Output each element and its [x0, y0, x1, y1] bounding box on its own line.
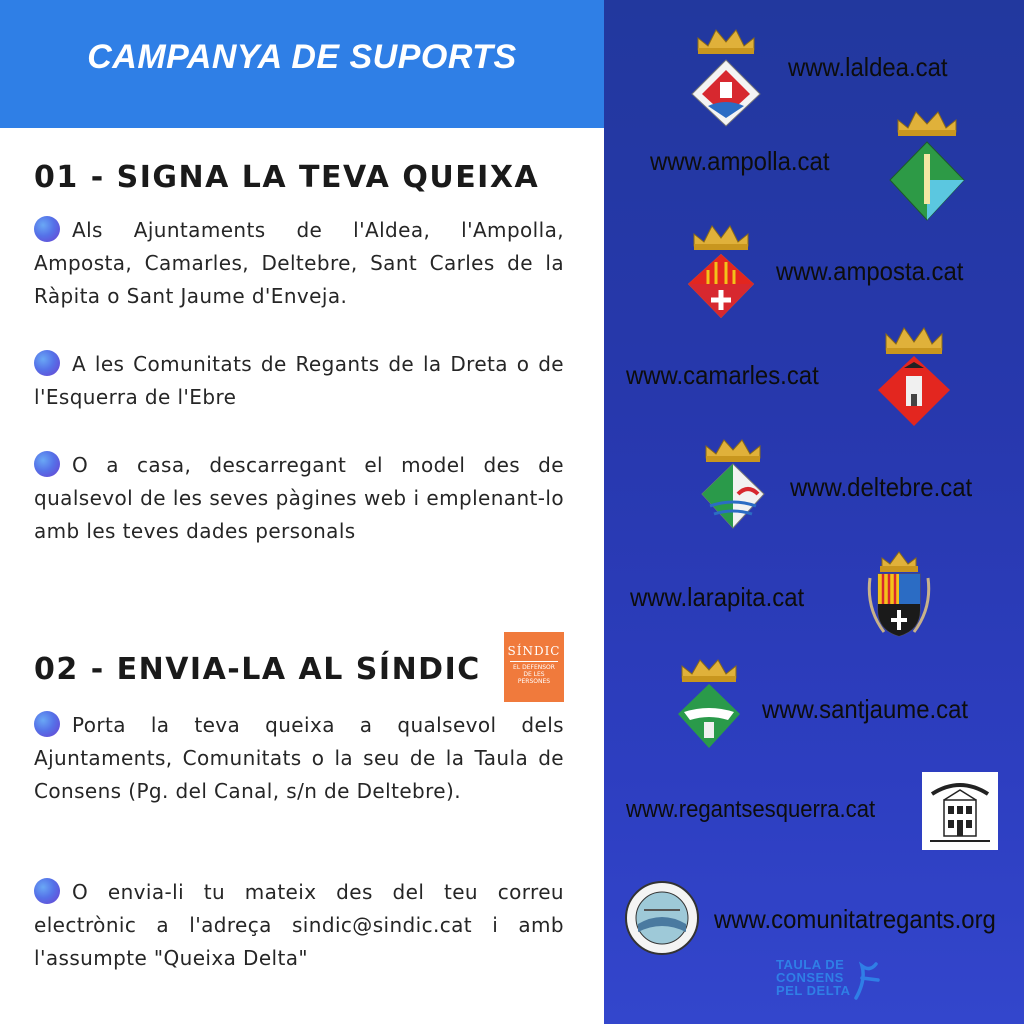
laldea-crest-icon: [688, 22, 764, 128]
bullet-icon: [34, 451, 60, 477]
comunitat-regants-logo-icon: [624, 880, 700, 956]
link-laldea[interactable]: www.laldea.cat: [788, 52, 948, 82]
regants-esquerra-logo-icon: [922, 772, 998, 850]
link-comunitatregants[interactable]: www.comunitatregants.org: [714, 904, 996, 934]
larapita-crest-icon: [864, 548, 934, 640]
santjaume-crest-icon: [674, 656, 744, 750]
deltebre-crest-icon: [698, 436, 768, 530]
page-title: CAMPANYA DE SUPORTS: [87, 38, 517, 76]
bullet-icon: [34, 711, 60, 737]
lampolla-crest-icon: [888, 106, 966, 222]
bullet-icon: [34, 216, 60, 242]
bullet-icon: [34, 350, 60, 376]
section1-item-2: A les Comunitats de Regants de la Dreta o de l'Esquerra de l'Ebre: [34, 352, 564, 409]
link-larapita[interactable]: www.larapita.cat: [630, 582, 805, 612]
link-amposta[interactable]: www.amposta.cat: [776, 256, 964, 286]
link-ampolla[interactable]: www.ampolla.cat: [650, 146, 830, 176]
taula-consens-logo: TAULA DE CONSENS PEL DELTA: [776, 958, 886, 1008]
link-deltebre[interactable]: www.deltebre.cat: [790, 472, 973, 502]
sindic-logo: SÍNDIC EL DEFENSOR DE LES PERSONES: [504, 632, 564, 702]
section1-item-3: O a casa, descarregant el model des de qualsevol de les seves pàgines web i emplenant-lo amb les teves dades personals: [34, 453, 564, 543]
section1-heading: 01 - SIGNA LA TEVA QUEIXA: [34, 160, 540, 195]
sindic-divider: [510, 661, 558, 662]
taula-consens-figure-icon: [848, 958, 882, 1000]
section2-item-2: O envia-li tu mateix des del teu correu electrònic a l'adreça sindic@sindic.cat i amb l'assumpte "Queixa Delta": [34, 880, 564, 970]
section1-item-1: Als Ajuntaments de l'Aldea, l'Ampolla, Amposta, Camarles, Deltebre, Sant Carles de la Ràpita o Sant Jaume d'Enveja.: [34, 218, 564, 308]
header-band: [0, 0, 604, 128]
section2-heading: 02 - ENVIA-LA AL SÍNDIC: [34, 652, 481, 687]
link-camarles[interactable]: www.camarles.cat: [626, 360, 819, 390]
camarles-crest-icon: [876, 324, 952, 428]
amposta-crest-icon: [686, 220, 756, 320]
bullet-icon: [34, 878, 60, 904]
section2-item-1: Porta la teva queixa a qualsevol dels Ajuntaments, Comunitats o la seu de la Taula de Consens (Pg. del Canal, s/n de Deltebre).: [34, 713, 564, 803]
link-regantsesquerra[interactable]: www.regantsesquerra.cat: [626, 796, 876, 823]
link-santjaume[interactable]: www.santjaume.cat: [762, 694, 969, 724]
